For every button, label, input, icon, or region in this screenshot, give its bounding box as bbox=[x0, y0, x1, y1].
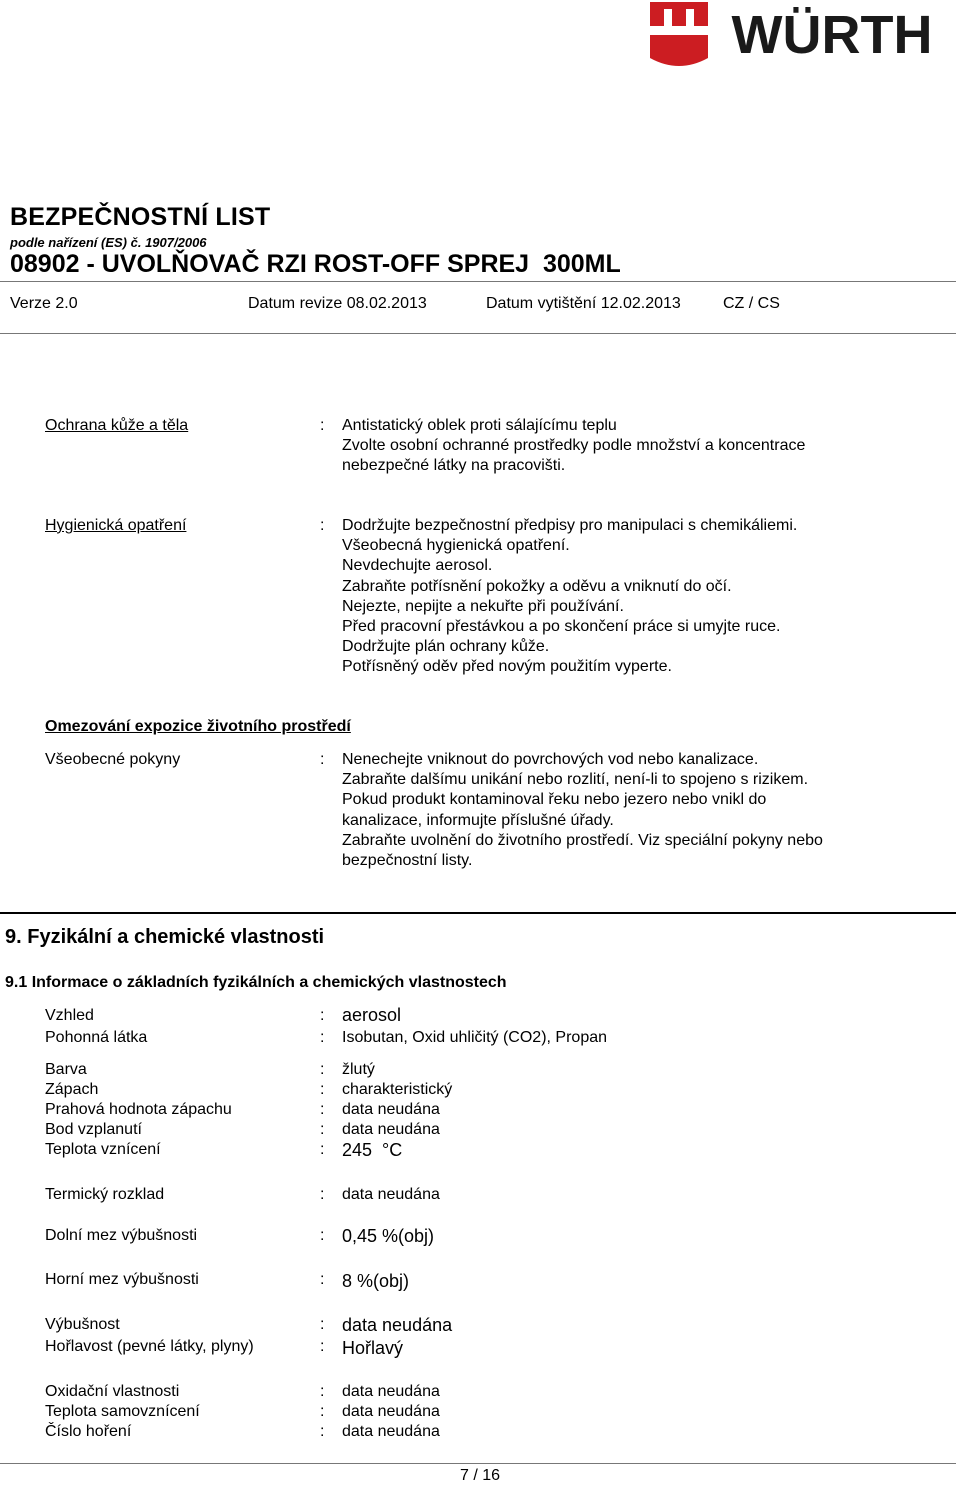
colon: : bbox=[320, 1186, 325, 1203]
footer-rule bbox=[0, 1463, 956, 1464]
colon: : bbox=[320, 1101, 325, 1118]
colon: : bbox=[320, 1007, 325, 1024]
skin-protection-text: Antistatický oblek proti sálajícímu teplu Zvolte osobní ochranné prostředky podle množství a koncentrace nebezpečné látky na pracovišti. bbox=[342, 417, 806, 475]
version: Verze 2.0 bbox=[10, 295, 78, 312]
property-label: Termický rozklad bbox=[45, 1186, 165, 1203]
property-label: Zápach bbox=[45, 1081, 99, 1098]
colon: : bbox=[320, 1423, 325, 1440]
property-label: Číslo hoření bbox=[45, 1423, 132, 1440]
property-label: Bod vzplanutí bbox=[45, 1121, 142, 1138]
property-value: data neudána bbox=[342, 1383, 440, 1400]
property-value: 8 %(obj) bbox=[342, 1271, 410, 1291]
property-label: Dolní mez výbušnosti bbox=[45, 1227, 198, 1244]
colon: : bbox=[320, 1227, 325, 1244]
property-value: charakteristický bbox=[342, 1081, 453, 1098]
property-value: data neudána bbox=[342, 1186, 440, 1203]
section-rule bbox=[0, 912, 956, 914]
property-label: Pohonná látka bbox=[45, 1029, 148, 1046]
colon: : bbox=[320, 517, 325, 534]
property-label: Oxidační vlastnosti bbox=[45, 1383, 180, 1400]
hygiene-text: Dodržujte bezpečnostní předpisy pro manipulaci s chemikáliemi. Všeobecná hygienická opatření. Nevdechujte aerosol. Zabraňte potřísnění pokožky a oděvu a vniknutí do očí. Nejezte, nepijte a nekuřte při používání. Před pracovní přestávkou a po skončení práce si umyjte ruce. Dodržujte plán ochrany kůže. Potřísněný oděv před novým použitím vyperte. bbox=[342, 517, 798, 676]
property-value: 245 °C bbox=[342, 1140, 403, 1160]
property-value: 0,45 %(obj) bbox=[342, 1226, 435, 1246]
colon: : bbox=[320, 1316, 325, 1333]
colon: : bbox=[320, 1029, 325, 1046]
property-label: Horní mez výbušnosti bbox=[45, 1271, 199, 1288]
hygiene-label: Hygienická opatření bbox=[45, 517, 187, 534]
general-instructions-label: Všeobecné pokyny bbox=[45, 751, 181, 768]
section-9-1-title: 9.1 Informace o základních fyzikálních a chemických vlastnostech bbox=[5, 974, 507, 991]
product-name: 08902 - UVOLŇOVAČ RZI ROST-OFF SPREJ 300ML bbox=[10, 250, 621, 278]
colon: : bbox=[320, 1141, 325, 1158]
property-value: data neudána bbox=[342, 1101, 440, 1118]
property-value: aerosol bbox=[342, 1005, 402, 1025]
property-value: data neudána bbox=[342, 1423, 440, 1440]
property-label: Barva bbox=[45, 1061, 87, 1078]
page-number: 7 / 16 bbox=[459, 1467, 501, 1484]
colon: : bbox=[320, 1081, 325, 1098]
property-label: Hořlavost (pevné látky, plyny) bbox=[45, 1338, 254, 1355]
property-value: data neudána bbox=[342, 1403, 440, 1420]
revision-date: Datum revize 08.02.2013 bbox=[248, 295, 427, 312]
header-rule-bottom bbox=[0, 333, 956, 334]
colon: : bbox=[320, 1061, 325, 1078]
colon: : bbox=[320, 417, 325, 434]
wurth-logo bbox=[648, 0, 958, 68]
colon: : bbox=[320, 1271, 325, 1288]
colon: : bbox=[320, 751, 325, 768]
colon: : bbox=[320, 1121, 325, 1138]
property-label: Teplota samovznícení bbox=[45, 1403, 200, 1420]
property-label: Teplota vznícení bbox=[45, 1141, 161, 1158]
brand-name: WÜRTH bbox=[731, 5, 933, 65]
section-9-title: 9. Fyzikální a chemické vlastnosti bbox=[5, 926, 325, 948]
header-rule-top bbox=[0, 281, 956, 282]
property-value: data neudána bbox=[342, 1121, 440, 1138]
environment-section-title: Omezování expozice životního prostředí bbox=[45, 718, 351, 735]
property-label: Vzhled bbox=[45, 1007, 94, 1024]
skin-protection-label: Ochrana kůže a těla bbox=[45, 417, 189, 434]
property-value: žlutý bbox=[342, 1061, 375, 1078]
locale: CZ / CS bbox=[723, 295, 780, 312]
colon: : bbox=[320, 1403, 325, 1420]
print-date: Datum vytištění 12.02.2013 bbox=[486, 295, 681, 312]
colon: : bbox=[320, 1338, 325, 1355]
environment-text: Nenechejte vniknout do povrchových vod nebo kanalizace. Zabraňte dalšímu unikání nebo rozlití, není-li to spojeno s rizikem. Pokud produkt kontaminoval řeku nebo jezero nebo vnikl do kanalizace, informujte příslušné úřady. Zabraňte uvolnění do životního prostředí. Viz speciální pokyny nebo bezpečnostní listy. bbox=[342, 751, 823, 870]
document-title: BEZPEČNOSTNÍ LIST bbox=[10, 203, 271, 231]
property-label: Výbušnost bbox=[45, 1316, 120, 1333]
colon: : bbox=[320, 1383, 325, 1400]
property-value: Isobutan, Oxid uhličitý (CO2), Propan bbox=[342, 1029, 608, 1046]
property-value: Hořlavý bbox=[342, 1338, 404, 1358]
property-value: data neudána bbox=[342, 1315, 453, 1335]
regulation-reference: podle nařízení (ES) č. 1907/2006 bbox=[10, 235, 207, 250]
property-label: Prahová hodnota zápachu bbox=[45, 1101, 232, 1118]
